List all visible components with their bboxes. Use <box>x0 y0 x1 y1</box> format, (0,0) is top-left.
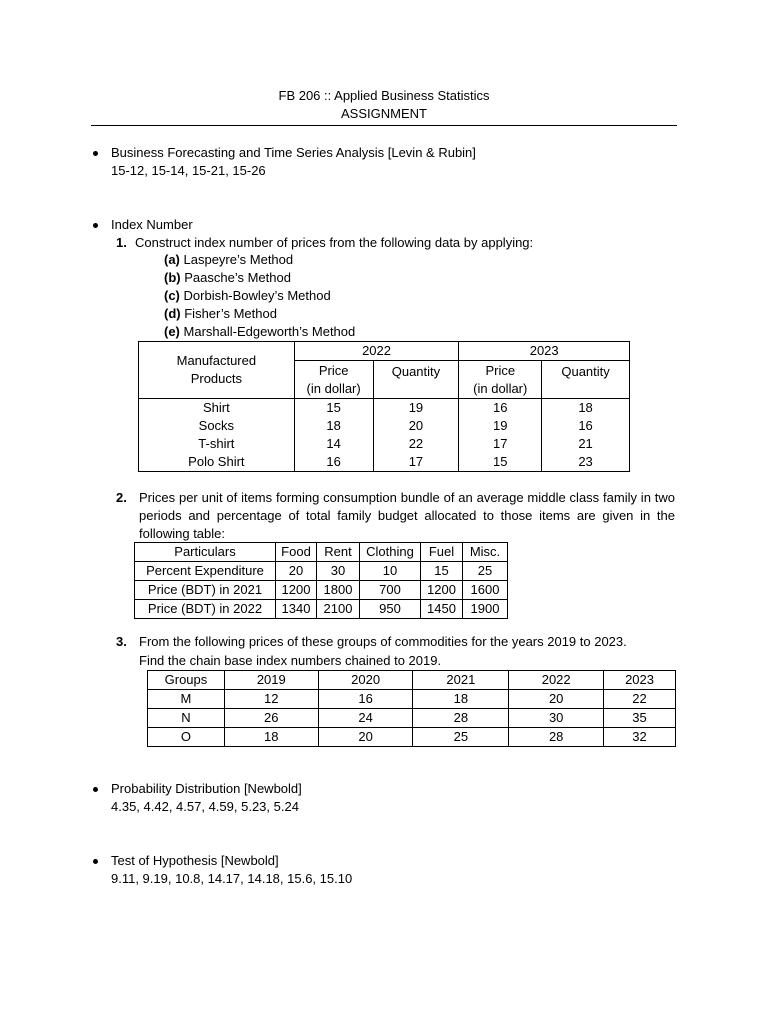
q1-table-row <box>139 399 630 418</box>
q1-products-header-text: Manufactured Products <box>176 353 257 386</box>
q2-number: 2. <box>116 490 127 505</box>
table-cell: Price (BDT) in 2022 <box>135 600 276 619</box>
q1-price-quantity-table <box>138 341 630 472</box>
table-cell: 25 <box>463 562 508 581</box>
table-cell: 2100 <box>317 600 360 619</box>
header-divider <box>91 125 677 126</box>
q3-line1: From the following prices of these groups of commodities for the years 2019 to 2023. <box>139 634 627 649</box>
table-cell: M <box>148 690 225 709</box>
q1-price-header-2022 <box>294 361 373 399</box>
table-cell: 20 <box>373 417 459 435</box>
q1-method-label: (a) <box>164 252 180 267</box>
q1-method-label: (e) <box>164 324 180 339</box>
table-header-cell: Misc. <box>463 543 508 562</box>
q1-method-text: Fisher’s Method <box>184 306 277 321</box>
q1-method-item <box>164 305 277 323</box>
table-cell: 1800 <box>317 581 360 600</box>
q1-year2-header: 2023 <box>459 342 630 361</box>
table-cell: 22 <box>604 690 676 709</box>
table-header-cell: 2020 <box>318 671 413 690</box>
q1-method-item <box>164 251 293 269</box>
q1-method-item <box>164 287 331 305</box>
q3-table-row <box>148 709 676 728</box>
table-cell: 700 <box>360 581 421 600</box>
table-cell: 16 <box>318 690 413 709</box>
table-header-cell: 2023 <box>604 671 676 690</box>
table-cell: 19 <box>459 417 542 435</box>
table-cell: 25 <box>413 728 509 747</box>
table-cell: 18 <box>542 399 630 418</box>
table-cell: 1600 <box>463 581 508 600</box>
table-header-cell: 2022 <box>509 671 604 690</box>
table-cell: 950 <box>360 600 421 619</box>
table-cell: 35 <box>604 709 676 728</box>
table-cell: 18 <box>224 728 318 747</box>
q1-method-text: Laspeyre’s Method <box>183 252 294 267</box>
q2-expenditure-table <box>134 542 508 619</box>
document-title: FB 206 :: Applied Business Statistics <box>278 88 490 103</box>
table-cell: O <box>148 728 225 747</box>
table-cell: 24 <box>318 709 413 728</box>
q1-text: Construct index number of prices from the following data by applying: <box>135 235 534 250</box>
table-cell: 16 <box>459 399 542 418</box>
q3-table-body <box>148 690 676 747</box>
q1-price-header-2023 <box>459 361 542 399</box>
table-cell: 28 <box>509 728 604 747</box>
q1-method-label: (b) <box>164 270 181 285</box>
table-cell: 17 <box>373 453 459 472</box>
q1-price-unit: (in dollar) <box>473 380 528 396</box>
table-cell: 15 <box>459 453 542 472</box>
section-forecasting-problems: 15-12, 15-14, 15-21, 15-26 <box>111 163 266 178</box>
table-header-cell: Particulars <box>135 543 276 562</box>
table-cell: 26 <box>224 709 318 728</box>
bullet-icon <box>93 859 98 864</box>
q2-table-body <box>135 562 508 619</box>
q1-table-body <box>139 399 630 472</box>
q1-price-label: Price <box>318 362 349 378</box>
table-cell: N <box>148 709 225 728</box>
table-cell: Shirt <box>139 399 295 418</box>
table-cell: 1200 <box>276 581 317 600</box>
table-cell: 19 <box>373 399 459 418</box>
q1-method-text: Marshall-Edgeworth’s Method <box>183 324 356 339</box>
table-cell: 18 <box>294 417 373 435</box>
q3-table-row <box>148 728 676 747</box>
table-cell: 20 <box>509 690 604 709</box>
bullet-icon <box>93 223 98 228</box>
q3-table-row <box>148 690 676 709</box>
q1-method-item <box>164 269 291 287</box>
table-header-cell: 2021 <box>413 671 509 690</box>
q2-text: Prices per unit of items forming consumption bundle of an average middle class family in two periods and percentage of total family budget allocated to those items are given in the following table: <box>139 490 675 541</box>
q3-table-head <box>148 671 676 690</box>
table-cell: 28 <box>413 709 509 728</box>
table-cell: 1200 <box>421 581 463 600</box>
table-cell: 32 <box>604 728 676 747</box>
q1-method-text: Dorbish-Bowley’s Method <box>183 288 331 303</box>
table-cell: 14 <box>294 435 373 453</box>
section-probability-problems: 4.35, 4.42, 4.57, 4.59, 5.23, 5.24 <box>111 799 299 814</box>
table-header-cell: Rent <box>317 543 360 562</box>
table-cell: 23 <box>542 453 630 472</box>
table-cell: 15 <box>421 562 463 581</box>
q1-method-label: (d) <box>164 306 181 321</box>
table-cell: 20 <box>318 728 413 747</box>
q2-table-row <box>135 600 508 619</box>
table-cell: 16 <box>294 453 373 472</box>
q1-table-row <box>139 417 630 435</box>
q3-line2: Find the chain base index numbers chained to 2019. <box>139 653 442 668</box>
q1-number: 1. <box>116 235 127 250</box>
q1-products-header <box>139 342 295 399</box>
q2-table-row <box>135 562 508 581</box>
section-hypothesis-title: Test of Hypothesis [Newbold] <box>111 853 279 868</box>
q1-quantity-header-2022: Quantity <box>373 361 459 399</box>
q1-quantity-header-2023: Quantity <box>542 361 630 399</box>
table-header-cell: 2019 <box>224 671 318 690</box>
section-index-title: Index Number <box>111 217 193 232</box>
table-cell: 16 <box>542 417 630 435</box>
q1-method-item <box>164 323 355 341</box>
table-cell: 12 <box>224 690 318 709</box>
table-cell: 20 <box>276 562 317 581</box>
q1-table-row <box>139 435 630 453</box>
table-header-row <box>148 671 676 690</box>
table-cell: 1450 <box>421 600 463 619</box>
table-header-cell: Food <box>276 543 317 562</box>
table-cell: 30 <box>317 562 360 581</box>
table-cell: 17 <box>459 435 542 453</box>
table-cell: Polo Shirt <box>139 453 295 472</box>
table-header-cell: Fuel <box>421 543 463 562</box>
q3-number: 3. <box>116 634 127 649</box>
table-cell: Socks <box>139 417 295 435</box>
table-cell: Price (BDT) in 2021 <box>135 581 276 600</box>
section-hypothesis-problems: 9.11, 9.19, 10.8, 14.17, 14.18, 15.6, 15.10 <box>111 871 353 886</box>
section-forecasting-title: Business Forecasting and Time Series Analysis [Levin & Rubin] <box>111 145 476 160</box>
table-cell: 1340 <box>276 600 317 619</box>
document-subtitle: ASSIGNMENT <box>341 106 427 121</box>
table-header-row <box>135 543 508 562</box>
table-header-cell: Clothing <box>360 543 421 562</box>
table-cell: 10 <box>360 562 421 581</box>
q3-chain-index-table <box>147 670 676 747</box>
bullet-icon <box>93 787 98 792</box>
table-cell: 1900 <box>463 600 508 619</box>
q1-year1-header: 2022 <box>294 342 459 361</box>
bullet-icon <box>93 151 98 156</box>
q1-price-unit: (in dollar) <box>306 380 361 396</box>
table-cell: 30 <box>509 709 604 728</box>
table-cell: T-shirt <box>139 435 295 453</box>
table-cell: 21 <box>542 435 630 453</box>
table-cell: 22 <box>373 435 459 453</box>
q1-price-label: Price <box>485 362 516 378</box>
q2-table-head <box>135 543 508 562</box>
table-cell: Percent Expenditure <box>135 562 276 581</box>
table-cell: 18 <box>413 690 509 709</box>
q2-table-row <box>135 581 508 600</box>
q1-method-text: Paasche’s Method <box>184 270 291 285</box>
table-header-cell: Groups <box>148 671 225 690</box>
q1-method-label: (c) <box>164 288 180 303</box>
table-cell: 15 <box>294 399 373 418</box>
section-probability-title: Probability Distribution [Newbold] <box>111 781 302 796</box>
q1-table-row <box>139 453 630 472</box>
